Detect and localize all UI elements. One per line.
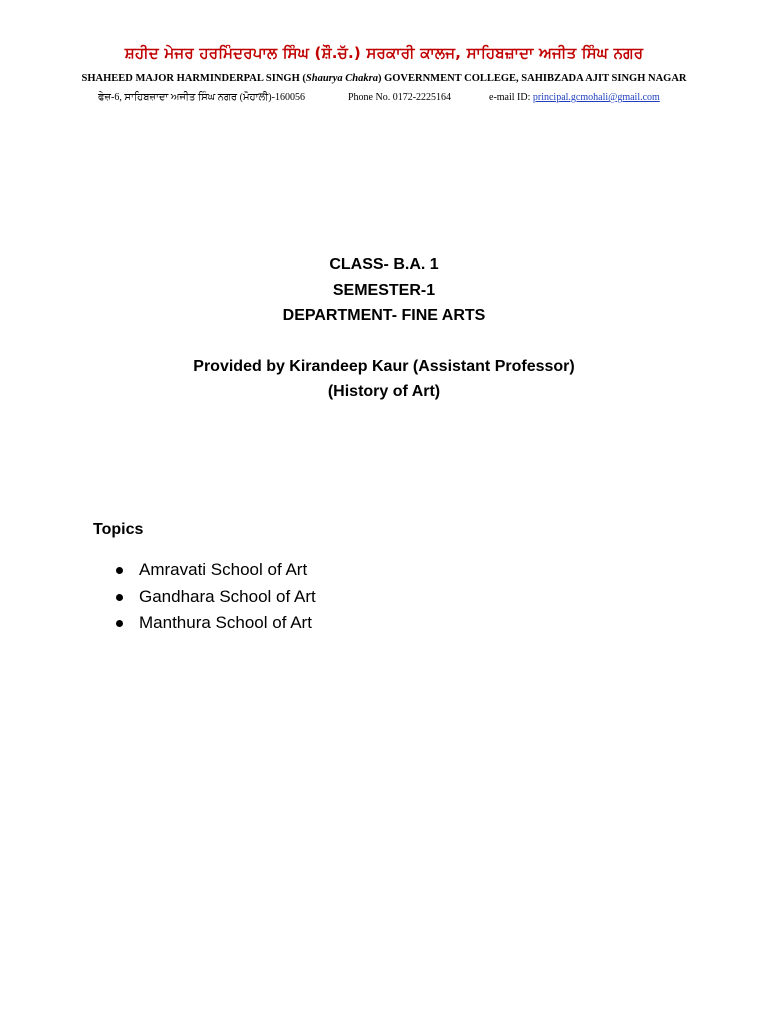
- college-email-wrap: [489, 92, 660, 103]
- department-heading: DEPARTMENT- FINE ARTS: [282, 307, 486, 324]
- college-name-english-part2: ) GOVERNMENT COLLEGE, SAHIBZADA AJIT SINGH NAGAR: [377, 73, 687, 84]
- class-heading: CLASS- B.A. 1: [329, 256, 439, 273]
- college-name-english-part1: SHAHEED MAJOR HARMINDERPAL SINGH (: [81, 73, 306, 84]
- email-label: e-mail ID:: [489, 92, 533, 103]
- provided-by-line: Provided by Kirandeep Kaur (Assistant Professor): [193, 357, 575, 375]
- document-title-block: [0, 252, 768, 405]
- bullet-icon: [116, 594, 123, 601]
- college-phone: Phone No. 0172-2225164: [348, 92, 452, 103]
- college-address: ਫੇਜ਼-6, ਸਾਹਿਬਜ਼ਾਦਾ ਅਜੀਤ ਸਿੰਘ ਨਗਰ (ਮੋਹਾਲੀ)-160056: [98, 92, 305, 103]
- topics-heading: Topics: [93, 521, 144, 538]
- topic-label: Gandhara School of Art: [139, 586, 316, 606]
- bullet-icon: [116, 620, 123, 627]
- college-email-link[interactable]: principal.gcmohali@gmail.com: [532, 92, 660, 103]
- college-name-punjabi: ਸ਼ਹੀਦ ਮੇਜਰ ਹਰਮਿੰਦਰਪਾਲ ਸਿੰਘ (ਸ਼ੌ.ਚੱ.) ਸਰਕਾਰੀ ਕਾਲਜ, ਸਾਹਿਬਜ਼ਾਦਾ ਅਜੀਤ ਸਿੰਘ ਨਗਰ: [124, 44, 644, 62]
- topic-label: Amravati School of Art: [139, 560, 308, 579]
- list-item: [93, 584, 316, 611]
- topic-label: Manthura School of Art: [139, 613, 312, 632]
- list-item: [93, 557, 316, 584]
- bullet-icon: [116, 567, 123, 574]
- subject-line: (History of Art): [327, 383, 441, 400]
- college-name-english-paren: Shaurya Chakra: [305, 73, 378, 84]
- topics-list: [93, 557, 316, 637]
- semester-heading: SEMESTER-1: [332, 281, 436, 299]
- college-name-english: [0, 73, 768, 84]
- list-item: [93, 610, 316, 637]
- spacer: [0, 329, 768, 354]
